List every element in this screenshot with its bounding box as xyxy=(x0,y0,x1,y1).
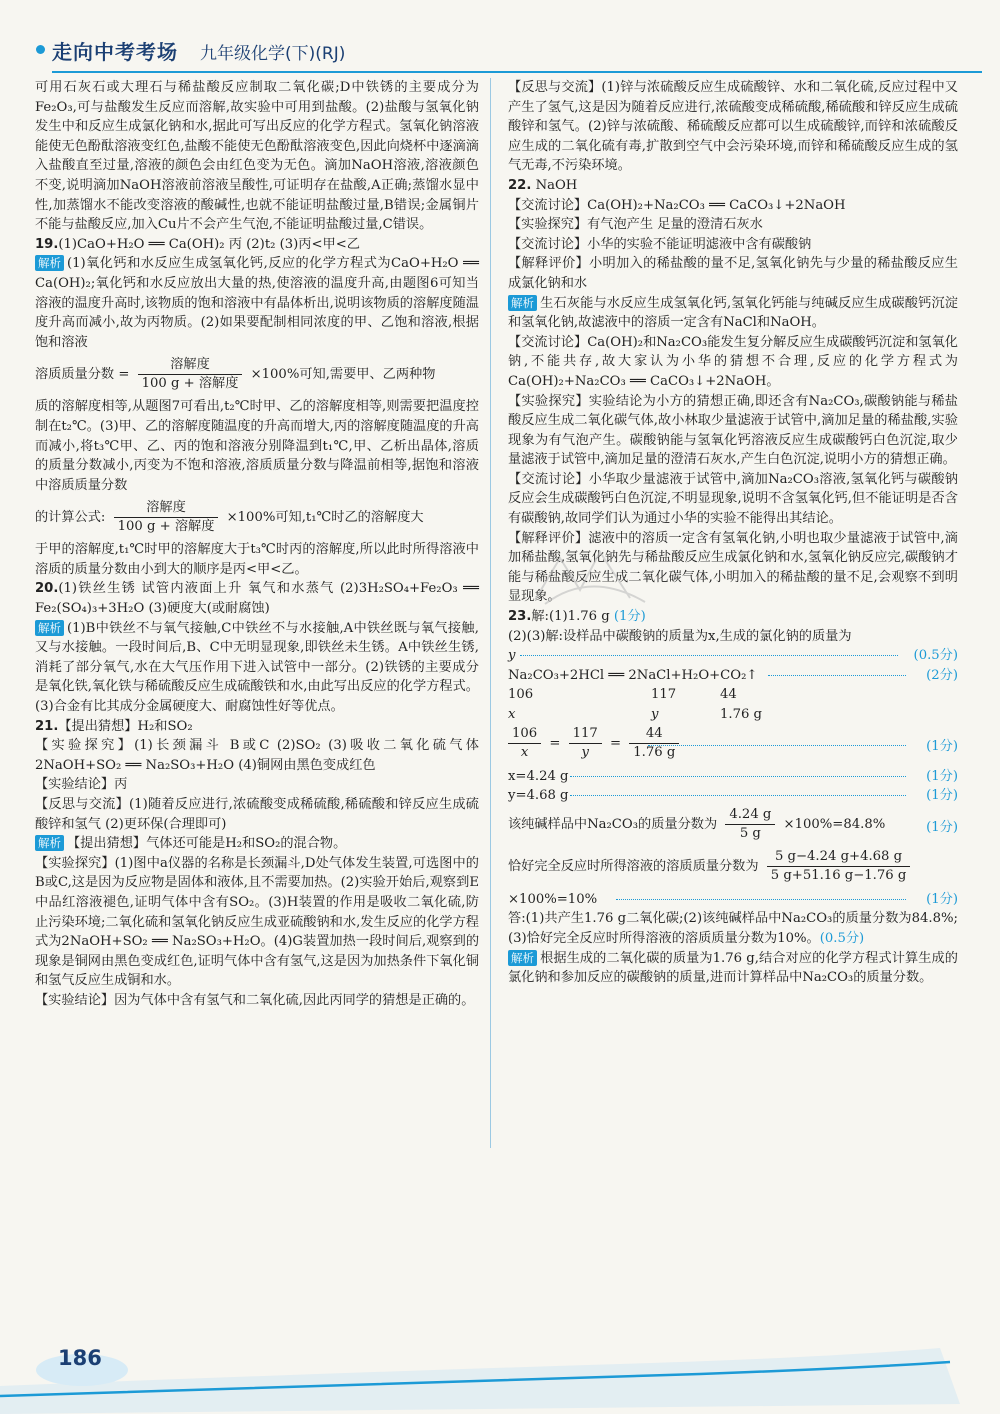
page-number: 186 xyxy=(58,1346,102,1370)
denominator: 5 g xyxy=(739,825,761,841)
paragraph: 可用石灰石或大理石与稀盐酸反应制取二氧化碳;D中铁锈的主要成分为Fe₂O₃,可与盐酸发生反应而溶解,故实验中可用到盐酸。(2)盐酸与氢氧化钠发生中和反应生成氯化钠和水,据此可写出反应的化学方程式。氢氧化钠溶液能使无色酚酞溶液变红色,盐酸不能使无色酚酞溶液变色,因此向烧杯中逐滴滴入盐酸直至过量,溶液的颜色会由红色变为无色。滴加NaOH溶液,溶液颜色不变,说明滴加NaOH溶液前溶液呈酸性,可证明存在盐酸,A正确;蒸馏水显中性,加蒸馏水不能改变溶液的酸碱性,也就不能证明盐酸过量,B错误;金属铜片不能与盐酸反应,加入Cu片不会产生气泡,不能证明盐酸过量,C错误。 xyxy=(35,80,479,233)
score-mark: (2分) xyxy=(926,667,958,683)
paragraph: 【交流讨论】Ca(OH)₂和Na₂CO₃能发生复分解反应生成碳酸钙沉淀和氢氧化钠,不能共存,故大家认为小华的猜想不合理,反应的化学方程式为Ca(OH)₂+Na₂CO₃ ══ CaCO₃↓+2NaOH。 xyxy=(508,334,958,389)
score-mark: (1分) xyxy=(926,788,958,804)
question-number: 21. xyxy=(35,718,59,734)
answer-text: 【实验探究】(1)长颈漏斗 B或C (2)SO₂ (3)吸收二氧化硫气体 2NaOH+SO₂ ══ Na₂SO₃+H₂O (4)铜网由黑色变成红色 xyxy=(35,738,479,773)
paragraph: (2)(3)解:设样品中碳酸钠的质量为x,生成的氯化钠的质量为 xyxy=(508,628,852,644)
variable: 1.76 g xyxy=(720,707,762,722)
formula-label: 溶质质量分数 = xyxy=(35,367,130,383)
dot-leader xyxy=(768,675,906,676)
dot-leader xyxy=(570,776,906,777)
score-mark: (1分) xyxy=(926,891,958,907)
formula-tail: ×100%可知,t₁℃时乙的溶解度大 xyxy=(226,510,424,526)
bullet-dot-icon xyxy=(36,45,45,54)
paragraph: 【交流讨论】小华取少量滤液于试管中,滴加Na₂CO₃溶液,氢氧化钙与碳酸钠反应会生成碳酸钙白色沉淀,不明显现象,说明不含氢氧化钙,但不能证明是否含有碳酸钠,故同学们认为通过小华的实验不能得出其结论。 xyxy=(508,471,958,527)
fraction xyxy=(114,499,219,536)
question-number: 23. xyxy=(508,609,532,625)
fraction xyxy=(138,356,243,393)
score-mark: (1分) xyxy=(926,768,958,784)
book-subtitle: 九年级化学(下)(RJ) xyxy=(200,44,346,64)
question-19-analysis xyxy=(35,254,479,352)
numerator: 5 g−4.24 g+4.68 g xyxy=(767,848,911,867)
answer-text: (1)铁丝生锈 试管内液面上升 氧气和水蒸气 (2)3H₂SO₄+Fe₂O₃ ══ Fe₂(SO₄)₃+3H₂O (3)硬度大(或耐腐蚀) xyxy=(35,581,479,617)
question-20-analysis xyxy=(35,619,479,717)
dot-leader xyxy=(570,795,906,796)
score-mark: (0.5分) xyxy=(913,648,958,664)
dot-leader xyxy=(520,655,898,656)
answer-text: 解:(1)1.76 g xyxy=(531,609,610,625)
equals-sign: = xyxy=(610,735,622,751)
dot-leader xyxy=(648,745,906,746)
formula-tail: ×100%可知,需要甲、乙两种物 xyxy=(250,367,436,383)
stamp-watermark-icon xyxy=(520,540,660,620)
numerator: 117 xyxy=(569,725,602,744)
formula-label: 的计算公式: xyxy=(35,510,106,526)
analysis-text: 生石灰能与水反应生成氢氧化钙,氢氧化钙能与纯碱反应生成碳酸钙沉淀和氢氧化钠,故滤液中的溶质一定含有NaCl和NaOH。 xyxy=(508,295,958,331)
answer-text: (1)CaO+H₂O ══ Ca(OH)₂ 丙 (2)t₂ (3)丙<甲<乙 xyxy=(58,236,360,252)
fraction xyxy=(569,725,602,762)
paragraph: 【反思与交流】(1)锌与浓硫酸反应生成硫酸锌、水和二氧化硫,反应过程中又产生了氢气,这是因为随着反应进行,浓硫酸变成稀硫酸,稀硫酸和锌反应生成硫酸锌和氢气。(2)锌与浓硫酸、稀硫酸反应都可以生成硫酸锌,而锌和浓硫酸反应生成的二氧化硫有毒,扩散到空气中会污染环境,而锌和稀硫酸反应生成的氢气无毒,不污染环境。 xyxy=(508,80,958,174)
denominator: 5 g+51.16 g−1.76 g xyxy=(770,867,907,883)
calc-row xyxy=(508,767,958,787)
analysis-tag: 解析 xyxy=(508,295,537,311)
denominator: 1.76 g xyxy=(633,744,676,760)
question-20-answer xyxy=(35,579,479,618)
formula-line xyxy=(35,356,479,393)
paragraph xyxy=(508,909,958,948)
score-mark: (0.5分) xyxy=(819,930,865,946)
result: y=4.68 g xyxy=(508,788,569,804)
score-mark: (1分) xyxy=(926,819,958,835)
answer-text: 【提出猜想】H₂和SO₂ xyxy=(58,718,193,734)
left-column xyxy=(35,78,479,1011)
molar-mass: 106 xyxy=(508,687,534,703)
fraction xyxy=(508,725,541,762)
numerator: 106 xyxy=(508,725,541,744)
paragraph: 【实验结论】因为气体中含有氢气和二氧化硫,因此丙同学的猜想是正确的。 xyxy=(35,992,475,1008)
denominator: 100 g + 溶解度 xyxy=(141,376,239,392)
answer-text: 【实验探究】有气泡产生 足量的澄清石灰水 xyxy=(508,217,763,233)
question-21-analysis xyxy=(35,834,479,854)
book-brand: 走向中考考场 xyxy=(52,40,178,64)
chemical-equation: Na₂CO₃+2HCl ══ 2NaCl+H₂O+CO₂↑ xyxy=(508,667,758,683)
analysis-text: 根据生成的二氧化碳的质量为1.76 g,结合对应的化学方程式计算生成的氯化钠和参加反应的碳酸钠的质量,进而计算样品中Na₂CO₃的质量分数。 xyxy=(508,950,958,986)
answer-text: 【解释评价】小明加入的稀盐酸的量不足,氢氧化钠先与少量的稀盐酸反应生成氯化钠和水 xyxy=(508,256,958,291)
calc-row xyxy=(508,646,958,666)
dot-leader xyxy=(616,899,906,900)
question-number: 22. xyxy=(508,177,532,193)
question-22-answer xyxy=(508,176,958,196)
analysis-tag: 解析 xyxy=(35,620,64,636)
answer-text: 【交流讨论】Ca(OH)₂+Na₂CO₃ ══ CaCO₃↓+2NaOH xyxy=(508,197,846,213)
score-mark: (1分) xyxy=(613,609,646,625)
paragraph: 于甲的溶解度,t₁℃时甲的溶解度大于t₃℃时丙的溶解度,所以此时所得溶液中溶质的质量分数由小到大的顺序是丙<甲<乙。 xyxy=(35,542,479,577)
equals-sign: = xyxy=(549,735,561,751)
calc-text: ×100%=10% xyxy=(508,891,598,907)
fraction xyxy=(725,806,775,843)
variable: y xyxy=(651,707,659,722)
answer-text: 【实验结论】丙 xyxy=(35,777,128,793)
question-22-analysis xyxy=(508,294,958,333)
question-23-analysis xyxy=(508,949,958,988)
numerator: 4.24 g xyxy=(725,806,775,825)
numerator: 44 xyxy=(629,725,679,744)
calc-lhs: y xyxy=(508,648,516,664)
paragraph: 质的溶解度相等,从题图7可看出,t₂℃时甲、乙的溶解度相等,则需要把温度控制在t₂℃。(3)甲、乙的溶解度随温度的升高而增大,丙的溶解度随温度的升高而减小,将t₃℃甲、乙、丙的饱和溶液分别降温到t₁℃,甲、乙析出晶体,溶质的质量分数减小,丙变为不饱和溶液,溶质质量分数与降温前相等,据饱和溶液中溶质质量分数 xyxy=(35,399,479,493)
analysis-tag: 解析 xyxy=(508,950,537,966)
analysis-tag: 解析 xyxy=(35,255,64,271)
paragraph: 【解释评价】滤液中的溶质一定含有氢氧化钠,小明也取少量滤液于试管中,滴加稀盐酸,氢氧化钠先与稀盐酸反应生成氯化钠和水,氢氧化钠反应完,碳酸钠才能与稀盐酸反应生成二氧化碳气体,小明加入的稀盐酸的量不足,会观察不到明显现象。 xyxy=(508,530,958,605)
result: x=4.24 g xyxy=(508,768,569,784)
column-divider xyxy=(490,78,491,1148)
calc-row xyxy=(508,890,958,910)
conclusion-text: 答:(1)共产生1.76 g二氧化碳;(2)该纯碱样品中Na₂CO₃的质量分数为84.8%;(3)恰好完全反应时所得溶液的溶质质量分数为10%。 xyxy=(508,911,958,946)
calc-row xyxy=(508,786,958,806)
question-number: 19. xyxy=(35,236,59,252)
numerator: 溶解度 xyxy=(114,499,219,518)
right-column xyxy=(508,78,958,988)
percent-row xyxy=(508,848,958,890)
ratio-row xyxy=(508,725,958,767)
denominator: 100 g + 溶解度 xyxy=(117,519,215,535)
question-number: 20. xyxy=(35,581,59,597)
molar-mass: 117 xyxy=(651,687,677,703)
page-header xyxy=(30,30,980,70)
question-21-answer xyxy=(35,717,479,737)
analysis-text: 【提出猜想】气体还可能是H₂和SO₂的混合物。 xyxy=(67,836,347,852)
formula-line xyxy=(35,499,479,536)
paragraph: 【实验探究】(1)图中a仪器的名称是长颈漏斗,D处气体发生装置,可选图中的B或C,这是因为反应物是固体和液体,且不需要加热。(2)实验开始后,观察到E中品红溶液褪色,证明气体中含有SO₂。(3)H装置的作用是吸收二氧化硫,防止污染环境;二氧化硫和氢氧化钠反应生成亚硫酸钠和水,发生反应的化学方程式为2NaOH+SO₂ ══ Na₂SO₃+H₂O。(4)G装置加热一段时间后,观察到的现象是铜网由黑色变成红色,证明气体中含有氢气,这是因为加热条件下氧化铜和氢气反应生成铜和水。 xyxy=(35,855,479,989)
analysis-text: (1)B中铁丝不与氧气接触,C中铁丝不与水接触,A中铁丝既与氧气接触,又与水接触。一段时间后,B、C中无明显现象,即铁丝未生锈。A中铁丝生锈,消耗了部分氧气,水在大气压作用下进入试管中一部分。(2)铁锈的主要成分是氧化铁,氧化铁与稀硫酸反应生成硫酸铁和水,由此写出反应的化学方程式。(3)合金有比其成分金属硬度大、耐腐蚀性好等优点。 xyxy=(35,620,479,715)
analysis-tag: 解析 xyxy=(35,835,64,851)
calc-row xyxy=(508,666,958,686)
denominator: y xyxy=(581,744,589,760)
fraction xyxy=(629,725,679,762)
fraction xyxy=(767,848,911,885)
calc-text: ×100%=84.8% xyxy=(783,816,886,832)
variable-row xyxy=(508,705,958,725)
footer-wave xyxy=(0,1334,1000,1414)
molar-mass: 44 xyxy=(720,687,737,703)
numerator: 溶解度 xyxy=(138,356,243,375)
paragraph: 【实验探究】实验结论为小方的猜想正确,即还含有Na₂CO₃,碳酸钠能与稀盐酸反应生成二氧化碳气体,故小林取少量滤液于试管中,滴加足量的稀盐酸,实验现象为有气泡产生。碳酸钠能与氢氧化钙溶液反应生成碳酸钙白色沉淀,取少量滤液于试管中,滴加足量的澄清石灰水,产生白色沉淀,说明小方的猜想正确。 xyxy=(508,393,958,468)
mass-row xyxy=(508,685,958,705)
header-rule xyxy=(52,71,982,73)
answer-text: 【交流讨论】小华的实验不能证明滤液中含有碳酸钠 xyxy=(508,236,812,252)
answer-text: 【反思与交流】(1)随着反应进行,浓硫酸变成稀硫酸,稀硫酸和锌反应生成硫酸锌和氢气 (2)更环保(合理即可) xyxy=(35,797,479,832)
analysis-text: (1)氧化钙和水反应生成氢氧化钙,反应的化学方程式为CaO+H₂O ══ Ca(OH)₂;氧化钙和水反应放出大量的热,使溶液的温度升高,由题图6可知当溶液的温度升高时,该物质的饱和溶液中有晶体析出,说明该物质的溶解度随温度升高而减小,故为丙物质。(2)如果要配制相同浓度的甲、乙饱和溶液,根据饱和溶液 xyxy=(35,256,479,350)
answer-text: NaOH xyxy=(535,177,578,193)
question-19-answer xyxy=(35,235,479,255)
calc-text: 该纯碱样品中Na₂CO₃的质量分数为 xyxy=(508,816,718,832)
score-mark: (1分) xyxy=(926,738,958,754)
variable: x xyxy=(508,707,516,722)
denominator: x xyxy=(520,744,529,760)
calc-text: 恰好完全反应时所得溶液的溶质质量分数为 xyxy=(508,858,759,874)
percent-row xyxy=(508,806,958,848)
